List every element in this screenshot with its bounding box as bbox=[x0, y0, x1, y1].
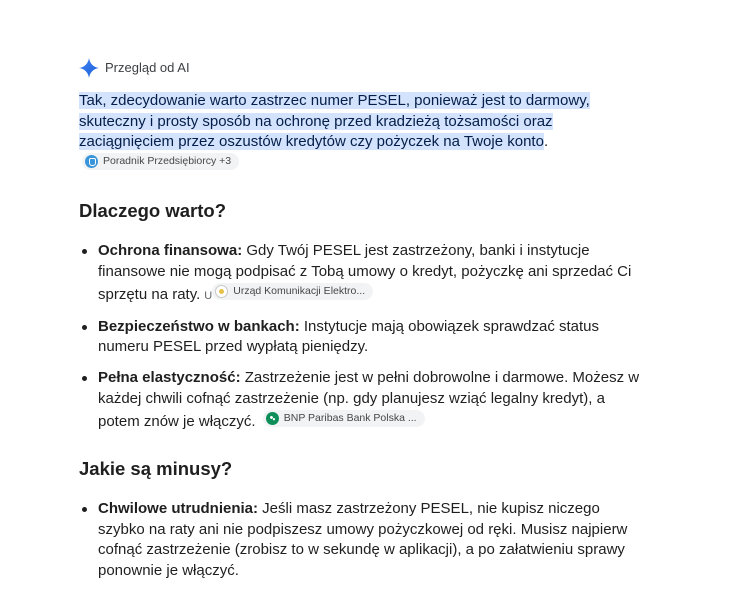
source-chip-label: Urząd Komunikacji Elektro... bbox=[233, 284, 366, 297]
list-item bbox=[79, 368, 649, 432]
source-chip-poradnik[interactable] bbox=[82, 153, 239, 170]
bullet-icon bbox=[82, 507, 87, 512]
bullet-icon bbox=[82, 249, 87, 254]
ai-overview bbox=[79, 57, 649, 592]
list-item-label: Pełna elastyczność: bbox=[98, 369, 241, 387]
list-item-label: Chwilowe utrudnienia: bbox=[98, 500, 258, 518]
bullet-icon bbox=[82, 376, 87, 381]
list-item-label: Bezpieczeństwo w bankach: bbox=[98, 317, 300, 335]
ai-overview-title: Przegląd od AI bbox=[105, 60, 190, 75]
source-chip-bnp[interactable] bbox=[263, 410, 425, 427]
ai-overview-header bbox=[79, 57, 649, 79]
list-item-text: Jeśli masz zastrzeżony PESEL, nie kupisz niczego szybko na raty ani nie podpiszesz umowy pożyczkowej od ręki. Musisz najpierw cofnąć zastrzeżenie (zrobisz to w sekundę w aplikacji), a po załatwieniu sprawy ponownie je włączyć. bbox=[98, 500, 628, 579]
source-chip-label: BNP Paribas Bank Polska ... bbox=[283, 411, 417, 424]
summary-paragraph bbox=[79, 91, 649, 175]
source-favicon-icon bbox=[85, 155, 98, 168]
source-favicon-icon bbox=[215, 285, 228, 298]
summary-period: . bbox=[543, 133, 549, 151]
section-heading-why: Dlaczego warto? bbox=[79, 200, 226, 222]
truncated-prefix: U bbox=[204, 289, 213, 302]
why-list bbox=[79, 241, 649, 432]
gemini-spark-icon bbox=[79, 58, 99, 78]
list-item-text: Zastrzeżenie jest w pełni dobrowolne i darmowe. Możesz w każdej chwili cofnąć zastrzeżenie (np. gdy planujesz wziąć legalny kredyt), a potem znów je włączyć. bbox=[98, 369, 640, 430]
list-item bbox=[79, 317, 649, 358]
minus-list bbox=[79, 499, 649, 581]
list-item-text: Instytucje mają obowiązek sprawdzać status numeru PESEL przed wypłatą pieniędzy. bbox=[98, 317, 600, 356]
summary-highlighted-text: Tak, zdecydowanie warto zastrzec numer PESEL, ponieważ jest to darmowy, skuteczny i prosty sposób na ochronę przed kradzieżą tożsamości oraz zaciągnięciem przez oszustów kredytów czy pożyczek na Twoje konto bbox=[79, 92, 590, 151]
source-chip-label: Poradnik Przedsiębiorcy +3 bbox=[103, 154, 232, 167]
list-item bbox=[79, 499, 649, 581]
section-heading-minus: Jakie są minusy? bbox=[79, 458, 233, 480]
list-item-label: Ochrona finansowa: bbox=[98, 242, 243, 260]
source-favicon-icon bbox=[266, 412, 279, 425]
list-item bbox=[79, 241, 649, 306]
list-item-text: Gdy Twój PESEL jest zastrzeżony, banki i instytucje finansowe nie mogą podpisać z Tobą umowy o kredyt, pożyczkę ani sprzedać Ci sprzętu na raty. bbox=[98, 242, 632, 303]
source-chip-uke[interactable] bbox=[212, 283, 373, 300]
bullet-icon bbox=[82, 325, 87, 330]
